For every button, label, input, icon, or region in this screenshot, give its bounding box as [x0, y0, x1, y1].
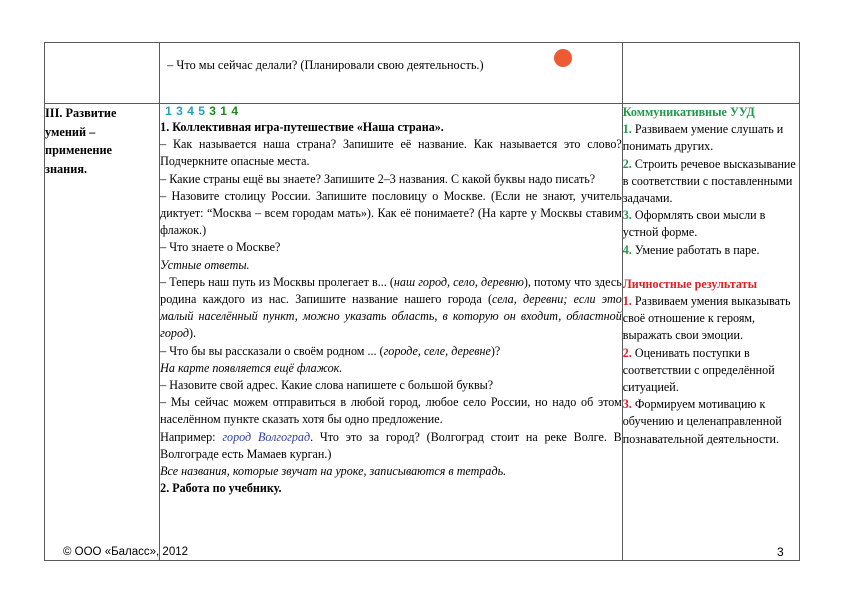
uud-item-number: 1. — [622, 122, 632, 137]
stage-title-line: применение — [45, 143, 113, 157]
spacer — [623, 259, 799, 276]
uud-item-number: 4. — [622, 242, 632, 257]
uud-item-text: Развиваем умение слушать и понимать других. — [622, 122, 784, 154]
activity-cell — [160, 104, 623, 561]
stage-cell — [45, 104, 160, 561]
question: – Что знаете о Москве? — [160, 240, 281, 255]
activity-cell — [160, 43, 623, 104]
uud-cell — [622, 104, 799, 561]
stage-title-line: знания. — [45, 161, 88, 176]
uud-item-text: Строить речевое высказывание в соответствии с поставленными задачами. — [622, 156, 796, 206]
uud-item-text: Умение работать в паре. — [631, 242, 760, 257]
uud-item — [623, 207, 799, 241]
marker-dot — [554, 49, 572, 67]
uud-item-text: Формируем мотивацию к обучению и целенаправленной познавательной деятельности. — [622, 397, 782, 446]
uud-item — [623, 345, 799, 397]
example-city: город Волгоград — [222, 429, 311, 444]
notebook-note: Все названия, которые звучат на уроке, записываются в тетрадь. — [160, 464, 507, 479]
uud-cell — [622, 43, 799, 104]
task-title: 2. Работа по учебнику. — [160, 481, 282, 496]
slide-numbers — [165, 104, 622, 119]
question: – Какие страны ещё вы знаете? Запишите 2–3 названия. С какой буквы надо писать? — [160, 171, 596, 186]
stage-cell — [45, 43, 160, 104]
question-text: – Что бы вы рассказали о своём родном ... ( — [160, 343, 384, 358]
communicative-heading: Коммуникативные УУД — [622, 105, 755, 119]
example-text: . Что это за город? (Волгоград стоит на реке Волге. В Волгограде есть Мамаев курган.) — [160, 429, 622, 461]
question: – Назовите свой адрес. Какие слова напишете с большой буквы? — [160, 378, 494, 393]
personal-heading: Личностные результаты — [622, 276, 758, 291]
question: – Как называется наша страна? Запишите её название. Как называется это слово? Подчеркните опасные места. — [160, 137, 622, 169]
question — [160, 343, 622, 360]
uud-item-text: Развиваем умения выказывать своё отношение к героям, выражать свои эмоции. — [622, 294, 791, 343]
question-text: – Теперь наш путь из Москвы пролегает в... ( — [160, 274, 394, 289]
slide-number: 4 — [187, 104, 195, 118]
question-text: ). — [188, 326, 197, 341]
table-row — [45, 43, 800, 104]
uud-item-number: 3. — [622, 397, 632, 412]
italic-hint: наш город, село, деревню — [393, 274, 524, 289]
task-title: 1. Коллективная игра-путешествие «Наша страна». — [160, 120, 444, 134]
italic-hint: городе, селе, деревне — [383, 343, 491, 358]
slide-number: 1 — [220, 104, 228, 118]
stage-title-line: умений – — [45, 124, 96, 139]
uud-item-number: 2. — [622, 345, 632, 360]
uud-item — [623, 396, 799, 448]
slide-number: 1 — [165, 104, 173, 118]
slide-number: 3 — [176, 104, 184, 118]
planning-question: – Что мы сейчас делали? (Планировали свою деятельность.) — [167, 58, 484, 72]
example-text: Например: — [160, 429, 223, 444]
question-text: ), потому что здесь родина каждого из нас. Запишите название нашего города ( — [160, 274, 622, 307]
lesson-table — [44, 42, 800, 561]
uud-item-text: Оценивать поступки в соответствии с определённой ситуацией. — [622, 345, 775, 395]
map-note: На карте появляется ещё флажок. — [160, 360, 343, 375]
uud-item — [623, 242, 799, 259]
stage-title-line: III. Развитие — [45, 106, 117, 120]
uud-item-number: 1. — [622, 294, 632, 309]
answer-note: Устные ответы. — [160, 257, 250, 272]
slide-number: 3 — [209, 104, 217, 118]
page-number: 3 — [777, 545, 784, 559]
question: – Назовите столицу России. Запишите пословицу о Москве. (Если не знают, учитель диктует: “Москва – всем городам мать»). Как её понимаете? (На карте у Москвы ставим флажок.) — [160, 188, 622, 238]
uud-item-text: Оформлять свои мысли в устной форме. — [622, 208, 766, 240]
question — [160, 274, 622, 343]
example — [160, 429, 622, 463]
uud-item-number: 3. — [622, 208, 632, 223]
italic-hint: села, деревни; если это малый населённый пункт, можно указать область, в которую он входит, областной город — [160, 292, 622, 341]
uud-item — [623, 121, 799, 155]
uud-item — [623, 293, 799, 345]
uud-item — [623, 156, 799, 208]
question: – Мы сейчас можем отправиться в любой город, любое село России, но надо об этом населённом пункте сказать хотя бы одно предложение. — [160, 395, 622, 427]
uud-item-number: 2. — [622, 156, 632, 171]
copyright-footer: © ООО «Баласс», 2012 — [63, 546, 189, 558]
table-row — [45, 104, 800, 561]
slide-number: 4 — [231, 104, 239, 118]
question-text: )? — [490, 343, 501, 358]
slide-number: 5 — [198, 104, 206, 118]
